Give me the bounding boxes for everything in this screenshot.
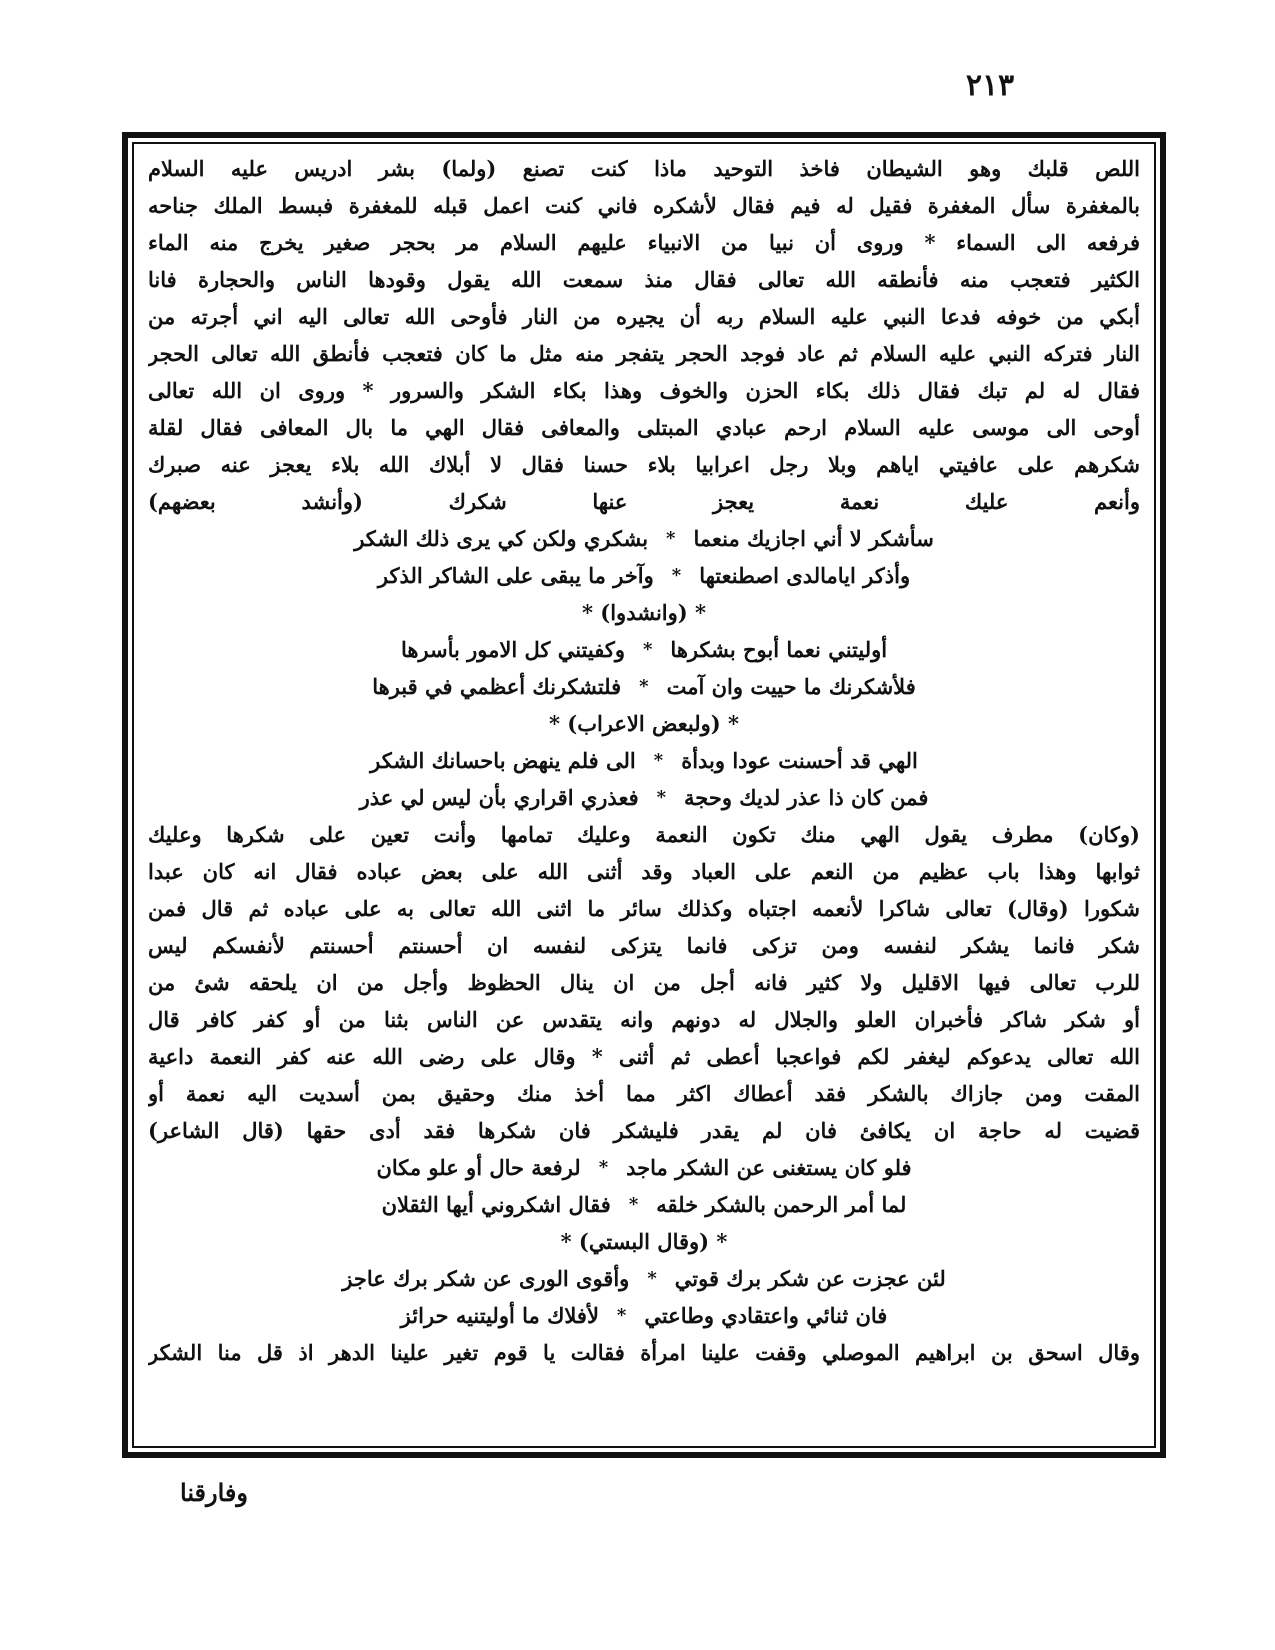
- text-line: فقال له لم تبك فقال ذلك بكاء الحزن والخوف وهذا بكاء الشكر والسرور * وروى ان الله تعالى: [148, 378, 1140, 403]
- text-line: وقال اسحق بن ابراهيم الموصلي وقفت علينا امرأة فقالت يا قوم تغير علينا الدهر اذ قل منا الشكر: [148, 1340, 1140, 1365]
- text-line: شكرهم على عافيتي اياهم وبلا رجل اعرابيا بلاء حسنا فقال لا أبلاك الله بلاء يعجز عنه صبرك: [148, 452, 1140, 477]
- verse-first-hemistich: فلأشكرنك ما حييت وان آمت: [666, 674, 916, 699]
- verse-line: [148, 1260, 1140, 1297]
- verse-separator-star: *: [643, 639, 653, 660]
- section-heading: * (ولبعض الاعراب) *: [548, 711, 740, 736]
- verse-line: [148, 1149, 1140, 1186]
- verse-separator-star: *: [639, 676, 649, 697]
- verse-first-hemistich: وأذكر ايامالدى اصطنعتها: [699, 563, 911, 588]
- text-line: (وكان) مطرف يقول الهي منك تكون النعمة وعليك تمامها وأنت تعين على شكرها وعليك: [148, 822, 1140, 847]
- verse-second-hemistich: وكفيتني كل الامور بأسرها: [400, 637, 625, 662]
- text-line: بالمغفرة سأل المغفرة فقيل له فيم فقال لأشكره فاني كنت اعمل قبله للمغفرة فبسط الملك جناحه: [148, 193, 1140, 218]
- verse-separator-star: *: [666, 528, 676, 549]
- verse-line: [148, 1186, 1140, 1223]
- verse-second-hemistich: وأقوى الورى عن شكر برك عاجز: [342, 1266, 630, 1291]
- verse-line: [148, 520, 1140, 557]
- verse-second-hemistich: فلتشكرنك أعظمي في قبرها: [372, 674, 622, 699]
- verse-line: [148, 742, 1140, 779]
- verse-line: [148, 779, 1140, 816]
- text-line: النار فتركه النبي عليه السلام ثم عاد فوجد الحجر يتفجر منه مثل ما كان فتعجب فأنطق الله تعالى الحجر: [148, 341, 1140, 366]
- section-heading: * (وانشدوا) *: [581, 600, 706, 625]
- text-line: شكر فانما يشكر لنفسه ومن تزكى فانما يتزكى لنفسه ان أحسنتم أحسنتم لأنفسكم ليس: [148, 933, 1140, 958]
- text-line: أبكي من خوفه فدعا النبي عليه السلام ربه أن يجيره من النار فأوحى الله تعالى اليه اني أجرته من: [148, 304, 1140, 329]
- verse-first-hemistich: فلو كان يستغنى عن الشكر ماجد: [626, 1155, 912, 1180]
- page-number: ٢١٣: [965, 68, 1015, 103]
- text-line: للرب تعالى فيها الاقليل ولا كثير فانه أجل من ان ينال الحظوظ وأجل من ان يلحقه شئ من: [148, 970, 1140, 995]
- verse-first-hemistich: لئن عجزت عن شكر برك قوتي: [674, 1266, 946, 1291]
- text-line: أوحى الى موسى عليه السلام ارحم عبادي المبتلى والمعافى فقال الهي ما بال المعافى فقال لقلة: [148, 415, 1140, 440]
- verse-separator-star: *: [671, 565, 682, 586]
- verse-separator-star: *: [598, 1157, 609, 1178]
- verse-second-hemistich: لأفلاك ما أوليتنيه حرائز: [400, 1303, 599, 1328]
- verse-first-hemistich: فان ثنائي واعتقادي وطاعتي: [644, 1303, 888, 1328]
- text-line: وأنعم عليك نعمة يعجز عنها شكرك (وأنشد بعضهم): [148, 489, 1140, 514]
- text-line: فرفعه الى السماء * وروى أن نبيا من الانبياء عليهم السلام مر بحجر صغير يخرج منه الماء: [148, 230, 1140, 255]
- text-line: الله تعالى يدعوكم ليغفر لكم فواعجبا أعطى ثم أثنى * وقال على رضى الله عنه كفر النعمة داعية: [148, 1044, 1140, 1069]
- verse-separator-star: *: [616, 1305, 627, 1326]
- verse-first-hemistich: أوليتني نعما أبوح بشكرها: [670, 637, 888, 662]
- verse-second-hemistich: بشكري ولكن كي يرى ذلك الشكر: [354, 526, 649, 551]
- verse-first-hemistich: سأشكر لا أني اجازيك منعما: [693, 526, 934, 551]
- main-text: [140, 150, 1148, 1440]
- verse-separator-star: *: [647, 1268, 657, 1289]
- verse-first-hemistich: فمن كان ذا عذر لديك وحجة: [684, 785, 929, 810]
- text-line: الكثير فتعجب منه فأنطقه الله تعالى فقال منذ سمعت الله يقول وقودها الناس والحجارة فانا: [148, 267, 1140, 292]
- verse-line: [148, 1297, 1140, 1334]
- verse-separator-star: *: [628, 1194, 639, 1215]
- catchword: وفارقنا: [180, 1478, 248, 1507]
- verse-second-hemistich: الى فلم ينهض باحسانك الشكر: [370, 748, 636, 773]
- verse-second-hemistich: وآخر ما يبقى على الشاكر الذكر: [377, 563, 654, 588]
- verse-line: [148, 557, 1140, 594]
- verse-line: [148, 631, 1140, 668]
- verse-line: [148, 668, 1140, 705]
- text-line: قضيت له حاجة ان يكافئ فان لم يقدر فليشكر فان شكرها فقد أدى حقها (قال الشاعر): [148, 1118, 1140, 1143]
- text-line: اللص قلبك وهو الشيطان فاخذ التوحيد ماذا كنت تصنع (ولما) بشر ادريس عليه السلام: [148, 156, 1140, 181]
- verse-second-hemistich: فقال اشكروني أيها الثقلان: [381, 1192, 611, 1217]
- verse-second-hemistich: فعذري اقراري بأن ليس لي عذر: [359, 785, 639, 810]
- verse-second-hemistich: لرفعة حال أو علو مكان: [376, 1155, 581, 1180]
- verse-separator-star: *: [653, 750, 664, 771]
- verse-first-hemistich: الهي قد أحسنت عودا وبدأة: [681, 748, 918, 773]
- text-line: المقت ومن جازاك بالشكر فقد أعطاك اكثر مما أخذ منك وحقيق بمن أسديت اليه نعمة أو: [148, 1081, 1140, 1106]
- section-heading: * (وقال البستي) *: [560, 1229, 728, 1254]
- text-line: ثوابها وهذا باب عظيم من النعم على العباد وقد أثنى الله على بعض عباده فقال انه كان عبدا: [148, 859, 1140, 884]
- verse-first-hemistich: لما أمر الرحمن بالشكر خلقه: [656, 1192, 907, 1217]
- text-line: أو شكر شاكر فأخبران العلو والجلال له دونهم وانه يتقدس عن الناس بثنا من أو كفر كافر قال: [148, 1007, 1140, 1032]
- text-line: شكورا (وقال) تعالى شاكرا لأنعمه اجتباه وكذلك سائر ما اثنى الله تعالى به على عباده ثم قال فمن: [148, 896, 1140, 921]
- verse-separator-star: *: [656, 787, 667, 808]
